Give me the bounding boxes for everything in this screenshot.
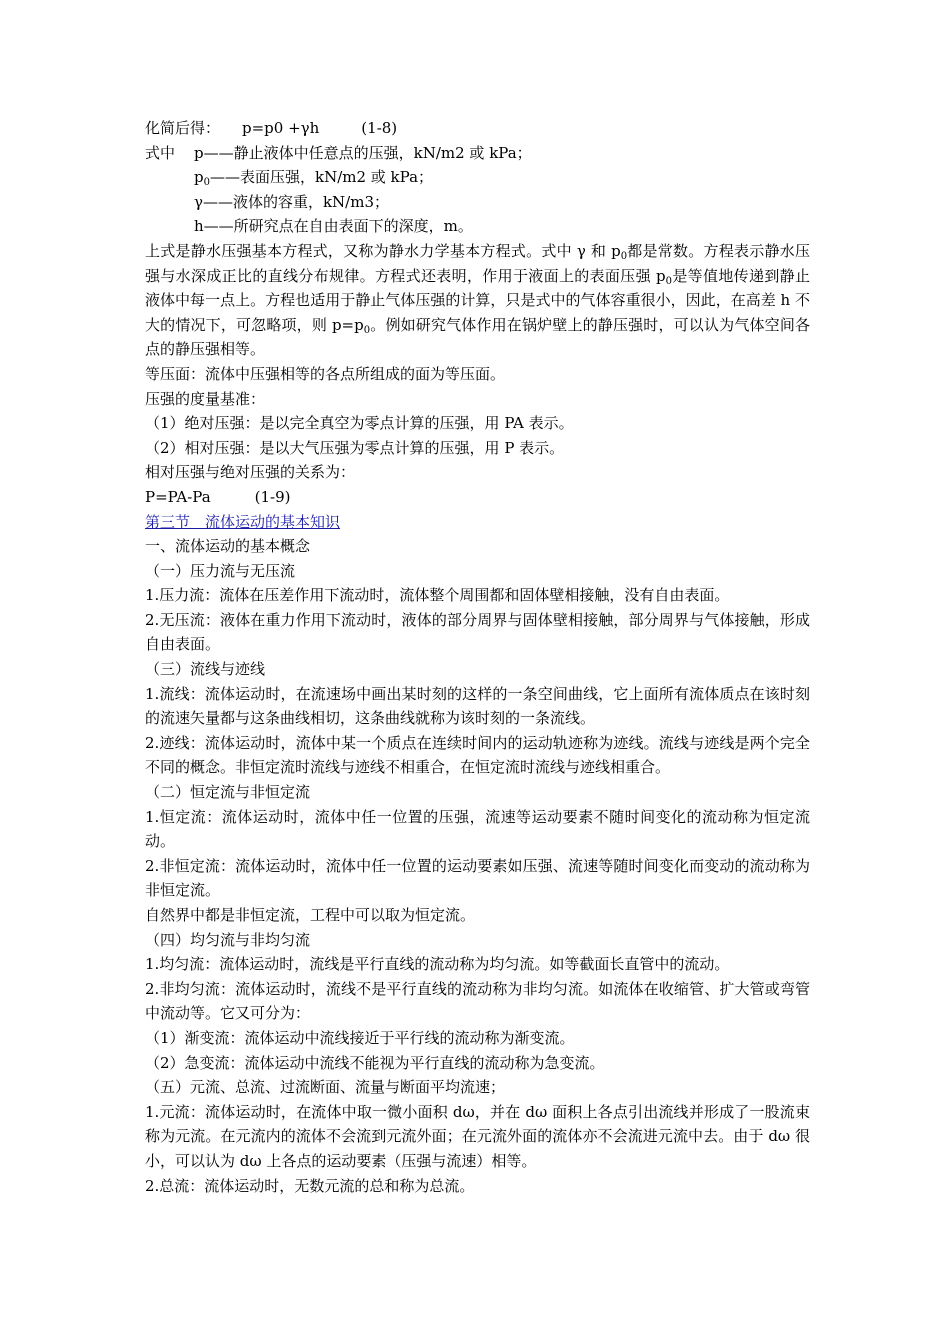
formula-1-8 — [145, 116, 810, 141]
topic-elementary-flow: （五）元流、总流、过流断面、流量与断面平均流速； — [145, 1078, 506, 1097]
formula-number: (1-8) — [361, 119, 398, 137]
section-heading[interactable] — [145, 510, 810, 535]
item-unsteady-flow: 2.非恒定流：流体运动时，流体中任一位置的运动要素如压强、流速等随时间变化而变动的流动称为非恒定流。 — [145, 856, 810, 900]
topic-uniform-flow: （四）均匀流与非均匀流 — [145, 930, 311, 949]
item-total-flow: 2.总流：流体运动时，无数元流的总和称为总流。 — [145, 1176, 475, 1195]
formula-prefix: 化简后得： — [145, 119, 221, 137]
subheading-basic-concepts: 一、流体运动的基本概念 — [145, 537, 311, 556]
formula-expression: p=p0 +γh — [242, 119, 320, 137]
formula-number: (1-9) — [254, 487, 291, 506]
where-gamma: γ——液体的容重，kN/m3； — [194, 192, 390, 211]
symbol-p-desc: ——静止液体中任意点的压强，kN/m2 或 kPa； — [203, 143, 532, 162]
equipressure-surface: 等压面：流体中压强相等的各点所组成的面为等压面。 — [145, 364, 506, 383]
paragraph-static-equation: 上式是静水压强基本方程式，又称为静水力学基本方程式。式中 γ 和 $p_0$都是常数。方程表示静水压强与水深成正比的直线分布规律。方程式还表明，作用于液面上的表面压强 $p_0$是等值地传递到静止液体中每一点上。方程也适用于静止气体压强的计算，只是式中的气体容重很小，因此，在高差 h 不大的情况下，可忽略项，则 $p=p_0$。例如研究气体作用在锅炉壁上的静压强时，可以认为气体空间各点的静压强相等。 — [145, 241, 810, 359]
item-nonuniform-flow: 2.非均匀流：流体运动时，流线不是平行直线的流动称为非均匀流。如流体在收缩管、扩大管或弯管中流动等。它又可分为： — [145, 979, 810, 1023]
item-gradually-varied-flow: （1）渐变流：流体运动中流线接近于平行线的流动称为渐变流。 — [145, 1028, 575, 1047]
item-pathline: 2.迹线：流体运动时，流体中某一个质点在连续时间内的运动轨迹称为迹线。流线与迹线是两个完全不同的概念。非恒定流时流线与迹线不相重合，在恒定流时流线与迹线相重合。 — [145, 733, 810, 777]
symbol-p: p — [194, 143, 204, 162]
where-p — [145, 141, 810, 166]
topic-steady-flow: （二）恒定流与非恒定流 — [145, 783, 311, 802]
note-steady-flow: 自然界中都是非恒定流，工程中可以取为恒定流。 — [145, 906, 476, 924]
section-heading-link[interactable]: 第三节 流体运动的基本知识 — [145, 512, 341, 531]
item-elementary-flow: 1.元流：流体运动时，在流体中取一微小面积 dω，并在 dω 面积上各点引出流线并形成了一股流束称为元流。在元流内的流体不会流到元流外面；在元流外面的流体亦不会流进元流中去。由于 dω 很小，可以认为 dω 上各点的运动要素（压强与流速）相等。 — [145, 1102, 810, 1170]
document-page — [145, 116, 810, 1198]
item-streamline: 1.流线：流体运动时，在流速场中画出某时刻的这样的一条空间曲线，它上面所有流体质点在该时刻的流速矢量都与这条曲线相切，这条曲线就称为该时刻的一条流线。 — [145, 684, 810, 728]
item-free-surface-flow: 2.无压流：液体在重力作用下流动时，液体的部分周界与固体壁相接触，部分周界与气体接触，形成自由表面。 — [145, 610, 810, 654]
item-rapidly-varied-flow: （2）急变流：流体运动中流线不能视为平行直线的流动称为急变流。 — [145, 1053, 605, 1072]
formula-expression: P=PA-Pa — [145, 487, 211, 506]
symbol-p0-subscript: 0 — [203, 177, 210, 189]
where-label: 式中 — [145, 143, 176, 162]
topic-pressure-flow: （一）压力流与无压流 — [145, 561, 296, 580]
symbol-p0: p — [194, 168, 204, 187]
where-h: h——所研究点在自由表面下的深度，m。 — [194, 217, 473, 236]
item-pressure-flow: 1.压力流：流体在压差作用下流动时，流体整个周围都和固体壁相接触，没有自由表面。 — [145, 586, 730, 605]
item-steady-flow: 1.恒定流：流体运动时，流体中任一位置的压强，流速等运动要素不随时间变化的流动称为恒定流动。 — [145, 807, 810, 851]
pressure-basis-title: 压强的度量基准： — [145, 389, 266, 408]
symbol-p0-desc: ——表面压强，kN/m2 或 kPa； — [209, 168, 434, 187]
topic-streamline: （三）流线与迹线 — [145, 660, 266, 679]
item-uniform-flow: 1.均匀流：流体运动时，流线是平行直线的流动称为均匀流。如等截面长直管中的流动。 — [145, 955, 730, 974]
absolute-pressure: （1）绝对压强：是以完全真空为零点计算的压强，用 PA 表示。 — [145, 414, 574, 433]
pressure-relation: 相对压强与绝对压强的关系为： — [145, 463, 356, 482]
formula-1-9 — [145, 485, 810, 510]
relative-pressure: （2）相对压强：是以大气压强为零点计算的压强，用 P 表示。 — [145, 438, 565, 457]
where-p0 — [145, 165, 810, 190]
